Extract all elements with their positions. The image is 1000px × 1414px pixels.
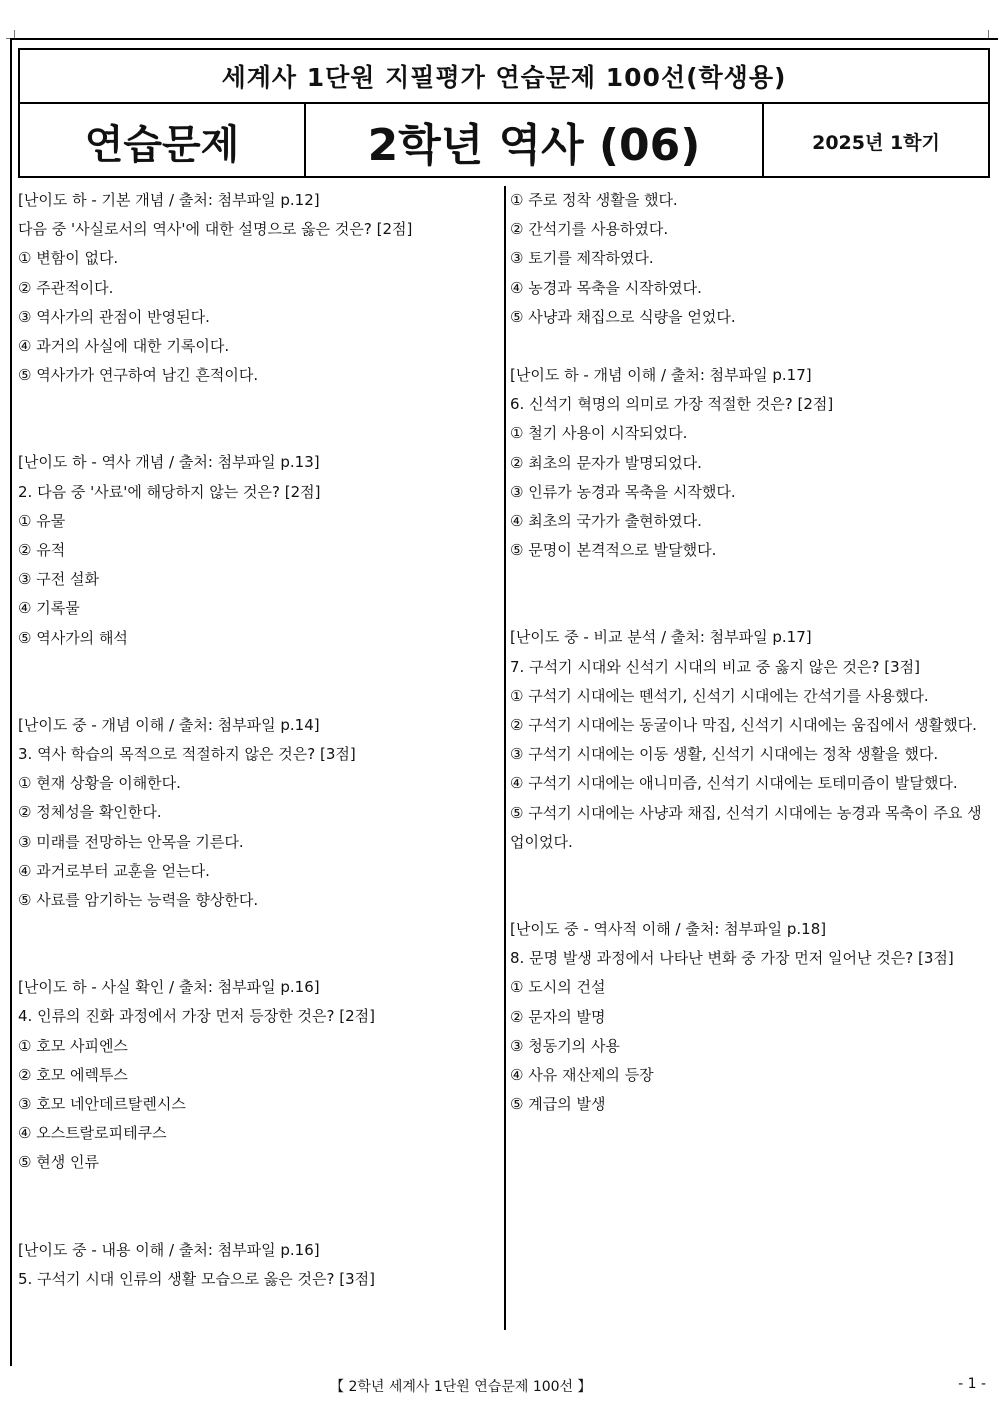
question-meta: [난이도 하 - 개념 이해 / 출처: 첨부파일 p.17]	[510, 366, 812, 385]
answer-option: ① 주로 정착 생활을 했다.	[510, 191, 678, 209]
answer-option: ② 최초의 문자가 발명되었다.	[510, 453, 702, 472]
answer-option: ② 구석기 시대에는 동굴이나 막집, 신석기 시대에는 움집에서 생활했다.	[510, 716, 977, 735]
exam-title: 세계사 1단원 지필평가 연습문제 100선(학생용)	[20, 50, 988, 104]
label-cell: 연습문제	[20, 104, 306, 178]
question-text: 4. 인류의 진화 과정에서 가장 먼저 등장한 것은? [2점]	[18, 1007, 375, 1026]
header-table	[18, 48, 990, 178]
answer-option: ② 간석기를 사용하였다.	[510, 220, 669, 239]
answer-option: ① 호모 사피엔스	[18, 1036, 128, 1055]
question-block	[510, 915, 996, 1119]
answer-option: ③ 호모 네안데르탈렌시스	[18, 1095, 186, 1114]
footer-title: 【 2학년 세계사 1단원 연습문제 100선 】	[330, 1379, 592, 1395]
answer-option: ④ 사유 재산제의 등장	[510, 1066, 654, 1085]
answer-option: ⑤ 역사가가 연구하여 남긴 흔적이다.	[18, 366, 259, 385]
answer-option: ⑤ 사료를 암기하는 능력을 향상한다.	[18, 891, 259, 910]
question-text: 3. 역사 학습의 목적으로 적절하지 않은 것은? [3점]	[18, 745, 356, 764]
header-row	[20, 104, 988, 178]
answer-option: ④ 농경과 목축을 시작하였다.	[510, 278, 702, 297]
question-meta: [난이도 하 - 사실 확인 / 출처: 첨부파일 p.16]	[18, 978, 320, 997]
answer-option: ② 주관적이다.	[18, 278, 114, 297]
answer-option: ① 도시의 건설	[510, 978, 606, 997]
answer-option: ⑤ 계급의 발생	[510, 1095, 606, 1114]
question-block	[18, 1236, 504, 1294]
column-divider	[504, 186, 506, 1330]
answer-option: ④ 과거의 사실에 대한 기록이다.	[18, 337, 230, 356]
question-block	[510, 186, 996, 332]
answer-option: ③ 토기를 제작하였다.	[510, 249, 654, 268]
question-block	[18, 973, 504, 1177]
answer-option: ① 구석기 시대에는 뗀석기, 신석기 시대에는 간석기를 사용했다.	[510, 686, 929, 705]
question-block	[18, 448, 504, 652]
answer-option: ③ 청동기의 사용	[510, 1036, 620, 1055]
answer-option: ① 유물	[18, 511, 66, 530]
page-number: - 1 -	[958, 1376, 986, 1392]
answer-option: ② 유적	[18, 541, 66, 560]
question-meta: [난이도 하 - 역사 개념 / 출처: 첨부파일 p.13]	[18, 453, 320, 472]
answer-option: ⑤ 문명이 본격적으로 발달했다.	[510, 541, 717, 560]
question-meta: [난이도 중 - 개념 이해 / 출처: 첨부파일 p.14]	[18, 715, 320, 734]
answer-option: ⑤ 구석기 시대에는 사냥과 채집, 신석기 시대에는 농경과 목축이 주요 생업이었다.	[510, 803, 982, 851]
question-text: 5. 구석기 시대 인류의 생활 모습으로 옳은 것은? [3점]	[18, 1269, 375, 1288]
answer-option: ③ 역사가의 관점이 반영된다.	[18, 307, 210, 326]
page-footer	[0, 1374, 1000, 1398]
question-meta: [난이도 중 - 비교 분석 / 출처: 첨부파일 p.17]	[510, 628, 812, 647]
question-text: 6. 신석기 혁명의 의미로 가장 적절한 것은? [2점]	[510, 395, 834, 414]
answer-option: ⑤ 사냥과 채집으로 식량을 얻었다.	[510, 307, 736, 326]
answer-option: ④ 최초의 국가가 출현하였다.	[510, 512, 702, 531]
question-text: 8. 문명 발생 과정에서 나타난 변화 중 가장 먼저 일어난 것은? [3점]	[510, 949, 954, 968]
answer-option: ① 현재 상황을 이해한다.	[18, 774, 181, 793]
question-block	[18, 186, 504, 390]
answer-option: ④ 오스트랄로피테쿠스	[18, 1124, 167, 1143]
question-block	[510, 623, 996, 857]
right-column	[510, 186, 996, 1119]
question-text: 7. 구석기 시대와 신석기 시대의 비교 중 옳지 않은 것은? [3점]	[510, 657, 920, 676]
answer-option: ④ 과거로부터 교훈을 얻는다.	[18, 861, 210, 880]
answer-option: ② 호모 에렉투스	[18, 1065, 128, 1084]
answer-option: ③ 구전 설화	[18, 570, 99, 589]
answer-option: ④ 구석기 시대에는 애니미즘, 신석기 시대에는 토테미즘이 발달했다.	[510, 774, 958, 793]
answer-option: ③ 미래를 전망하는 안목을 기른다.	[18, 832, 244, 851]
left-column	[18, 186, 504, 1294]
answer-option: ⑤ 역사가의 해석	[18, 628, 128, 647]
question-meta: [난이도 중 - 내용 이해 / 출처: 첨부파일 p.16]	[18, 1240, 320, 1259]
answer-option: ③ 인류가 농경과 목축을 시작했다.	[510, 482, 736, 501]
question-block	[510, 361, 996, 565]
answer-option: ② 문자의 발명	[510, 1007, 606, 1026]
answer-option: ① 철기 사용이 시작되었다.	[510, 424, 688, 443]
question-text: 2. 다음 중 '사료'에 해당하지 않는 것은? [2점]	[18, 482, 321, 501]
subject-cell: 2학년 역사 (06)	[306, 104, 764, 178]
question-meta: [난이도 중 - 역사적 이해 / 출처: 첨부파일 p.18]	[510, 920, 827, 939]
answer-option: ⑤ 현생 인류	[18, 1153, 99, 1172]
question-text: 다음 중 '사실로서의 역사'에 대한 설명으로 옳은 것은? [2점]	[18, 220, 413, 239]
term-cell: 2025년 1학기	[812, 131, 940, 154]
answer-option: ③ 구석기 시대에는 이동 생활, 신석기 시대에는 정착 생활을 했다.	[510, 745, 939, 764]
question-block	[18, 711, 504, 915]
answer-option: ② 정체성을 확인한다.	[18, 803, 162, 822]
answer-option: ④ 기록물	[18, 599, 80, 618]
answer-option: ① 변함이 없다.	[18, 249, 119, 268]
question-meta: [난이도 하 - 기본 개념 / 출처: 첨부파일 p.12]	[18, 191, 320, 209]
